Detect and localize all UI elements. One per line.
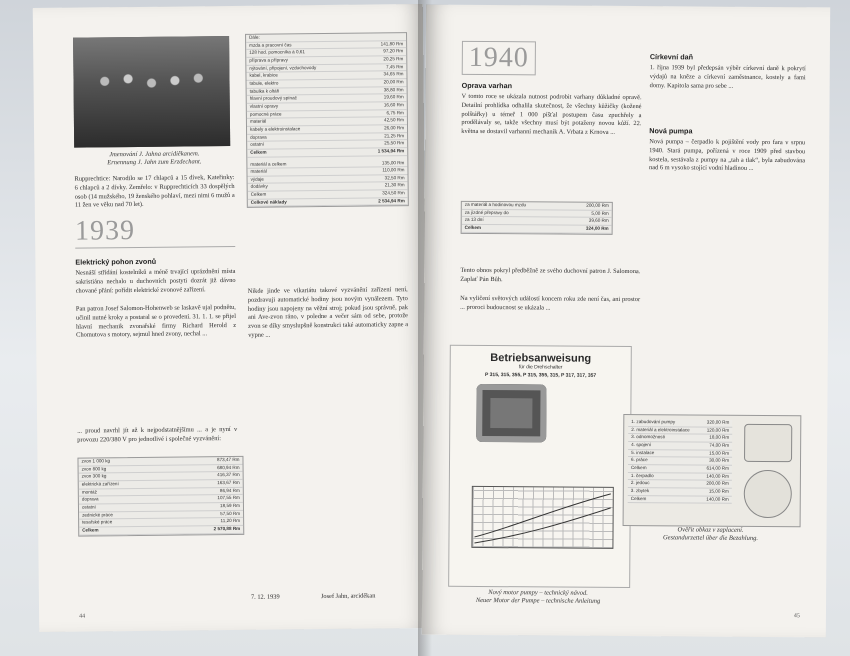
row-value: 34,65 Rm <box>383 71 404 77</box>
row-label: montáž <box>81 489 97 495</box>
row-value: 324,00 Rm <box>585 225 609 231</box>
row-label: kabely a elektroinstalace <box>249 126 301 132</box>
row-value: 200,00 Rm <box>706 480 729 486</box>
row-label: dodávky <box>250 184 268 190</box>
row-label: 1. čerpadlo <box>630 472 654 478</box>
row-value: 614,00 Rm <box>706 465 729 471</box>
row-label: vlastní opravy <box>249 103 279 109</box>
row-label: materiál <box>249 118 267 125</box>
grand-total-value: 2 534,94 Rm <box>378 197 405 204</box>
performance-graph <box>471 486 613 549</box>
row-label: 2. materiál a elektroinstalace <box>631 426 690 433</box>
row-label: zvon 1 000 kg <box>81 458 111 464</box>
caption-line-de: Neuer Motor der Pumpe – technische Anleitung <box>475 597 601 606</box>
row-value: 20,00 Rm <box>383 79 404 85</box>
caption-line-cz: Jmenování J. Jahna arcidiěkanem. <box>109 150 200 159</box>
caption-line-cz: Nový motor pumpy – technický návod. <box>488 589 588 597</box>
column-2-heading-2: Nová pumpa <box>649 126 693 136</box>
row-label: materiál <box>250 168 267 174</box>
row-value: 163,67 Rm <box>217 479 240 486</box>
row-value: 15,00 Rm <box>709 450 730 456</box>
cost-table-bottom <box>77 456 244 536</box>
manual-models: P 315, 315, 355, P 315, 355, 315, P 317, 317, 357 <box>484 372 597 379</box>
row-label: ostatní <box>81 504 96 510</box>
manual-subtitle: für die Drehschalter <box>518 364 563 371</box>
stamp-rectangle <box>744 424 792 462</box>
body-paragraph-1: Nesnáší střídání kostelníků a méně trvající uprázdnění místa sakristiána nechalo u duchovních postyti dozrát již dávno chované přání: pořídit elektrické zvonové zařízení. <box>75 267 236 295</box>
row-value: 20,25 Rm <box>383 56 404 62</box>
caption-line-cz: Ověřit obkaz v zaplacení. <box>677 526 744 534</box>
row-value: 97,20 Rm <box>383 48 404 54</box>
manual-document-image <box>448 345 632 588</box>
row-value: 5,00 Rm <box>591 210 609 216</box>
row-label: za 13 dní <box>464 217 484 223</box>
row-label: Celkem <box>250 191 267 197</box>
graph-curves <box>472 487 612 548</box>
body-paragraph-3: Na vyličení světových událostí koncem roku zde není čas, ani prostor ... proroci budoucnost se ukázala ... <box>460 294 641 312</box>
table-total-row <box>247 148 407 157</box>
receipt-image <box>623 414 802 527</box>
row-value: 140,00 Rm <box>706 496 729 502</box>
row-value: 19,60 Rm <box>383 94 404 100</box>
grand-total-label: Celkové náklady <box>250 199 287 205</box>
table-row <box>462 225 612 234</box>
row-value: 6,75 Rm <box>386 109 404 115</box>
manual-caption <box>448 589 628 607</box>
row-label: zvon 300 kg <box>81 473 107 479</box>
caption-line-de: Gestandurzettel über die Bezahlung. <box>662 534 758 543</box>
page-number-right: 45 <box>793 613 800 620</box>
table-top-rows <box>246 41 407 150</box>
row-value: 7,45 Rm <box>385 63 404 69</box>
row-label: hlavní proudový spínač <box>249 95 297 102</box>
row-label: za materiál a hodinovou mzdu <box>464 201 527 208</box>
row-value: 416,37 Rm <box>217 472 240 478</box>
row-label: 5. instalace <box>631 449 655 455</box>
table-title: Dále: <box>249 34 260 40</box>
repair-cost-table <box>461 201 613 235</box>
row-value: 18,59 Rm <box>220 502 240 509</box>
row-label: Celkem <box>464 224 482 230</box>
row-value: 57,50 Rm <box>220 510 241 516</box>
row-value: 320,00 Rm <box>706 419 730 425</box>
table-row <box>628 496 732 504</box>
row-label: 2. jedouc <box>630 480 650 486</box>
motor-diagram <box>476 384 546 442</box>
row-label: Celkem <box>630 495 647 501</box>
caption-line-de: Ernennung J. Jahn zum Erzdechant. <box>107 158 202 167</box>
row-value: 25,50 Rm <box>384 140 405 146</box>
row-value: 120,00 Rm <box>706 427 730 433</box>
row-label: 3. odnomožnosti <box>631 434 665 440</box>
row-value: 16,60 Rm <box>383 102 404 108</box>
row-value: 324,50 Rm <box>382 190 405 196</box>
row-value: 107,55 Rm <box>217 495 240 501</box>
stamp-round <box>744 470 792 518</box>
receipt-caption <box>622 526 798 544</box>
column-2-paragraph: Nikde jinde ve vikariátu takové vyzvánění zařízení není, pozdravuji automatické hodiny jsou novým vynálezem. Tyto hodiny jsou napojeny na věžní stroj; pokud jsou správně, pak ani Ave-zvon ráno, v poledne a večer sám od sebe, protože zvon se díky smyslupšně konstrukci také automaticky zapne a vypne ... <box>247 286 409 339</box>
row-value: 2 570,88 Rm <box>213 525 241 532</box>
row-label: 4. spojení <box>631 442 652 448</box>
column-2-heading: Církevní daň <box>649 52 694 62</box>
row-label: pomocné práce <box>249 111 282 117</box>
total-value: 1 534,94 Rm <box>377 148 405 154</box>
row-label: Celkem <box>630 464 647 471</box>
row-value: 32,50 Rm <box>384 174 405 181</box>
row-value: 38,80 Rm <box>383 86 404 92</box>
manual-title: Betriebsanweisung <box>490 352 592 365</box>
row-label: příprava a přípravy <box>249 57 288 63</box>
body-paragraph-2: Pan patron Josef Salomon-Hohenweb se laskavě ujal podnětu, učinil nutné kroky a postaral se o provedení. 31. 1. 1. se přijel hlavní mechanik zvonařské firmy Richard Herold z Chomutova s motory, sejmul hned zvony, nechal ... <box>75 303 237 340</box>
letter-date: 7. 12. 1939 <box>250 593 280 601</box>
row-value: 74,00 Rm <box>709 442 730 448</box>
row-value: 39,60 Rm <box>588 218 609 224</box>
left-page <box>33 4 430 632</box>
row-label: tabulka k oltáři <box>249 88 280 94</box>
row-value: 135,00 Rm <box>381 159 405 165</box>
row-value: 30,00 Rm <box>709 457 730 464</box>
row-label: 3. zbytek <box>630 487 650 494</box>
body-paragraph-2: Tento obnos pokryl předběžně ze svého duchovní patron J. Salomona. Zaplať Pán Bůh. <box>460 266 641 283</box>
group-photo <box>73 36 230 148</box>
intro-paragraph: Rupprechtice: Narodilo se 17 chlapců a 15 dívek, Kateřinky: 6 chlapců a 2 dívky. Zemřelo: v Rupprechticích 33 dospělých osob (14 mužského, 19 ženského pohlaví, mezi nimi 6 mužů a 11 žen ve věku nad 70 let). <box>74 173 235 210</box>
row-value: 42,50 Rm <box>383 117 404 123</box>
row-value: 141,80 Rm <box>380 40 404 47</box>
body-paragraph-1: V tomto roce se ukázala nutnost podrobit varhany důkladné opravě. Detailní prohlídka odhalila skutečnost, že všechny kůžičky (kožené polštářky) u témeř 1 000 píšťal postupem času zpuchřely a prodělávaly se, takže všechny musí být potaženy novou kůží. 22. května se dostavil varhanní mechanik A. Vrbata z Krnova ... <box>461 92 642 137</box>
row-value: 11,20 Rm <box>220 518 241 524</box>
row-label: Celkem <box>82 527 99 533</box>
year-heading: 1939 <box>74 215 136 247</box>
page-number-left: 44 <box>79 613 86 620</box>
photo-caption <box>74 150 234 169</box>
row-label: zednické práce <box>82 511 113 518</box>
row-value: 26,00 Rm <box>384 125 405 131</box>
receipt-table <box>628 419 733 504</box>
row-label: 128 hod. pomocníka à 0,61 <box>249 49 305 56</box>
column-2-body: 1. října 1939 byl předepsán výběr církevní daně k pokrytí výdajů na kněze a církevní zaměstnance, kostely a fami domy. Kapitola sama pro sebe ... <box>649 64 806 90</box>
row-label: výdaje <box>250 176 264 182</box>
row-label: kabel, krabice <box>249 72 278 79</box>
row-value: 110,00 Rm <box>382 167 405 173</box>
column-2-body-2: Nová pumpa – čerpadlo k pojištění vody pro fara v srpnu 1940. Stará pumpa, pořízená v roce 1909 před stavbou kostela, sestávala z pumpy na „tah a tlak“, byla zabudována nad 6 m vysoko stojící vodní hladinou ... <box>649 138 806 173</box>
section-heading: Oprava varhan <box>461 80 513 91</box>
row-label: 1. zabudování pumpy <box>631 419 676 425</box>
letter-signature: Josef Jahn, arciděkan <box>320 592 376 601</box>
row-label: zvon 800 kg <box>81 465 107 472</box>
row-label: tesařské práce <box>82 519 113 525</box>
table-top2-rows <box>247 160 407 200</box>
section-heading: Elektrický pohon zvonů <box>75 256 157 267</box>
row-value: 15,00 Rm <box>708 488 729 494</box>
row-label: ostatní <box>250 141 265 147</box>
row-value: 873,47 Rm <box>216 456 240 463</box>
row-label: za jízdné přepravy do <box>464 209 509 215</box>
right-page <box>422 5 830 638</box>
row-value: 18,00 Rm <box>709 434 730 441</box>
row-value: 680,94 Rm <box>217 464 240 470</box>
row-label: mzda a pracovní čas <box>249 42 292 48</box>
year-heading: 1940 <box>462 41 536 76</box>
grand-total-row <box>248 198 408 207</box>
row-value: 21,25 Rm <box>384 132 405 138</box>
row-value: 200,00 Rm <box>586 202 609 208</box>
row-value: 86,94 Rm <box>219 487 240 493</box>
row-label: doprava <box>81 496 99 502</box>
row-label: tabule, elektro <box>249 80 279 86</box>
total-label: Celkem <box>250 149 267 155</box>
body-paragraph-3: ... proud navrhl jít až k nejpodstatnějšímu ... a je nyní v provozu 220/380 V pro jednotlivé i společné vyzvánění: <box>77 425 238 444</box>
row-label: nýtování, připojení, vzduchovody <box>249 64 317 71</box>
table-row <box>79 526 243 535</box>
row-label: 6. práce <box>631 457 648 463</box>
row-label: doprava <box>250 134 267 140</box>
row-label: materiál a celkem <box>250 160 287 167</box>
row-value: 140,00 Rm <box>706 473 729 479</box>
row-value: 21,30 Rm <box>384 182 405 188</box>
cost-table-top <box>245 32 409 208</box>
row-label: elektrická zařízení <box>81 481 119 487</box>
